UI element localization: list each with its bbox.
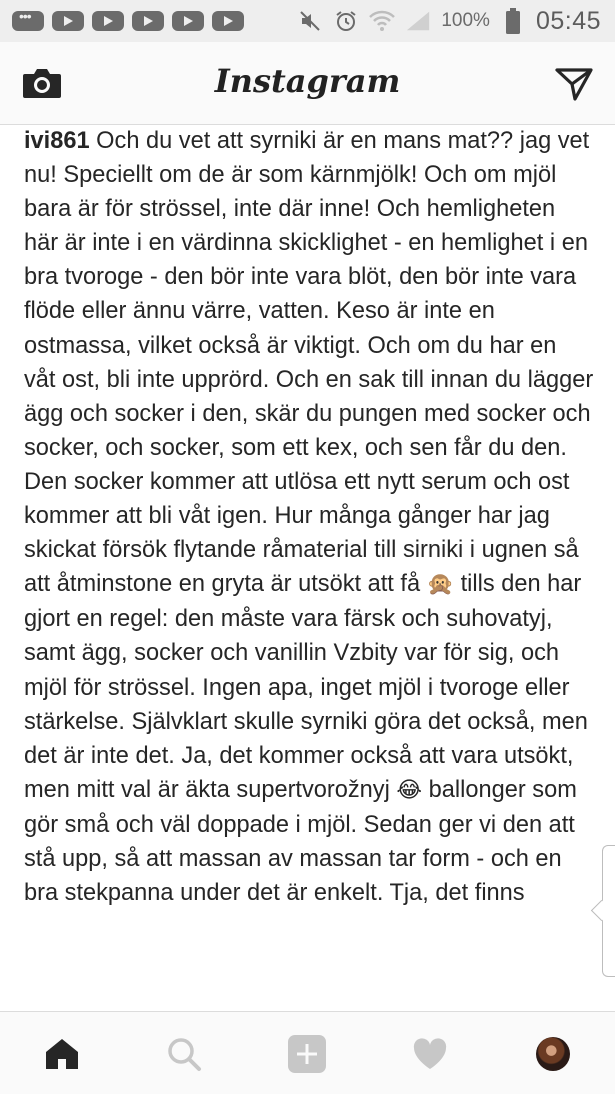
profile-avatar[interactable] (533, 1034, 573, 1074)
youtube-icon (212, 11, 244, 31)
youtube-icon (92, 11, 124, 31)
bottom-navigation (0, 1011, 615, 1094)
youtube-icon (172, 11, 204, 31)
caption-text: ballonger som gör små och väl doppade i mjöl. Sedan ger vi den att stå upp, så att massan av massan tar form - och en bra stekpanna under det är enkelt. Tja, det finns (24, 776, 577, 907)
caption-text: tills den har gjort en regel: den måste vara färsk och suhovatyj, samt ägg, socker och vanillin Vzbity var för sig, och mjöl för strössel. Ingen apa, inget mjöl i tvoroge eller stärkelse. Självklart skulle syrniki göra det också, men det är inte det. Ja, det kommer också att vara utsökt, men mitt val är äkta supertvorožnyj (24, 571, 588, 803)
wifi-icon (369, 8, 395, 34)
battery-icon (500, 8, 526, 34)
tears-of-joy-emoji: 😂 (396, 777, 423, 803)
home-icon[interactable] (42, 1034, 82, 1074)
search-icon[interactable] (164, 1034, 204, 1074)
caption-text: Och du vet att syrniki är en mans mat?? jag vet nu! Speciellt om de är som kärnmjölk! Och om mjöl bara är för strössel, inte där inne! Och hemligheten här är inte i en värdinna skicklighet - en hemlighet i en bra tvoroge - den bör inte vara blöt, den bör inte vara flöde eller ännu värre, vatten. Keso är inte en ostmassa, vilket också är viktigt. Och om du har en våt ost, bli inte upprörd. Och en sak till innan du lägger ägg och socker i den, skär du pungen med socker och socker, och socker, som ett kex, och sen får du den. Den socker kommer att utlösa ett nytt serum och ost kommer att bli våt igen. Hur många gånger har jag skickat försök flytande råmaterial till sirniki i ugnen så att åtminstone en gryta är utsökt att få (24, 128, 594, 598)
caption-username[interactable]: ivi861 (24, 128, 90, 154)
battery-percent: 100% (441, 10, 490, 31)
app-header (0, 42, 615, 125)
avatar[interactable] (536, 1037, 570, 1071)
mute-icon (297, 8, 323, 34)
see-no-evil-monkey-emoji: 🙊 (426, 572, 455, 598)
message-app-icon (12, 11, 44, 31)
signal-icon (405, 8, 431, 34)
youtube-icon (132, 11, 164, 31)
youtube-icon (52, 11, 84, 31)
direct-message-icon[interactable] (555, 66, 593, 107)
status-bar (0, 0, 615, 42)
app-logo-title: Instagram (214, 62, 401, 100)
post-caption (24, 124, 594, 910)
edge-panel-handle[interactable] (602, 845, 615, 977)
system-icons (297, 7, 615, 36)
add-post-icon[interactable] (287, 1034, 327, 1074)
clock: 05:45 (535, 6, 601, 35)
notification-icons (0, 11, 244, 31)
alarm-icon (333, 8, 359, 34)
post-caption-area (24, 124, 594, 1004)
activity-heart-icon[interactable] (410, 1034, 450, 1074)
